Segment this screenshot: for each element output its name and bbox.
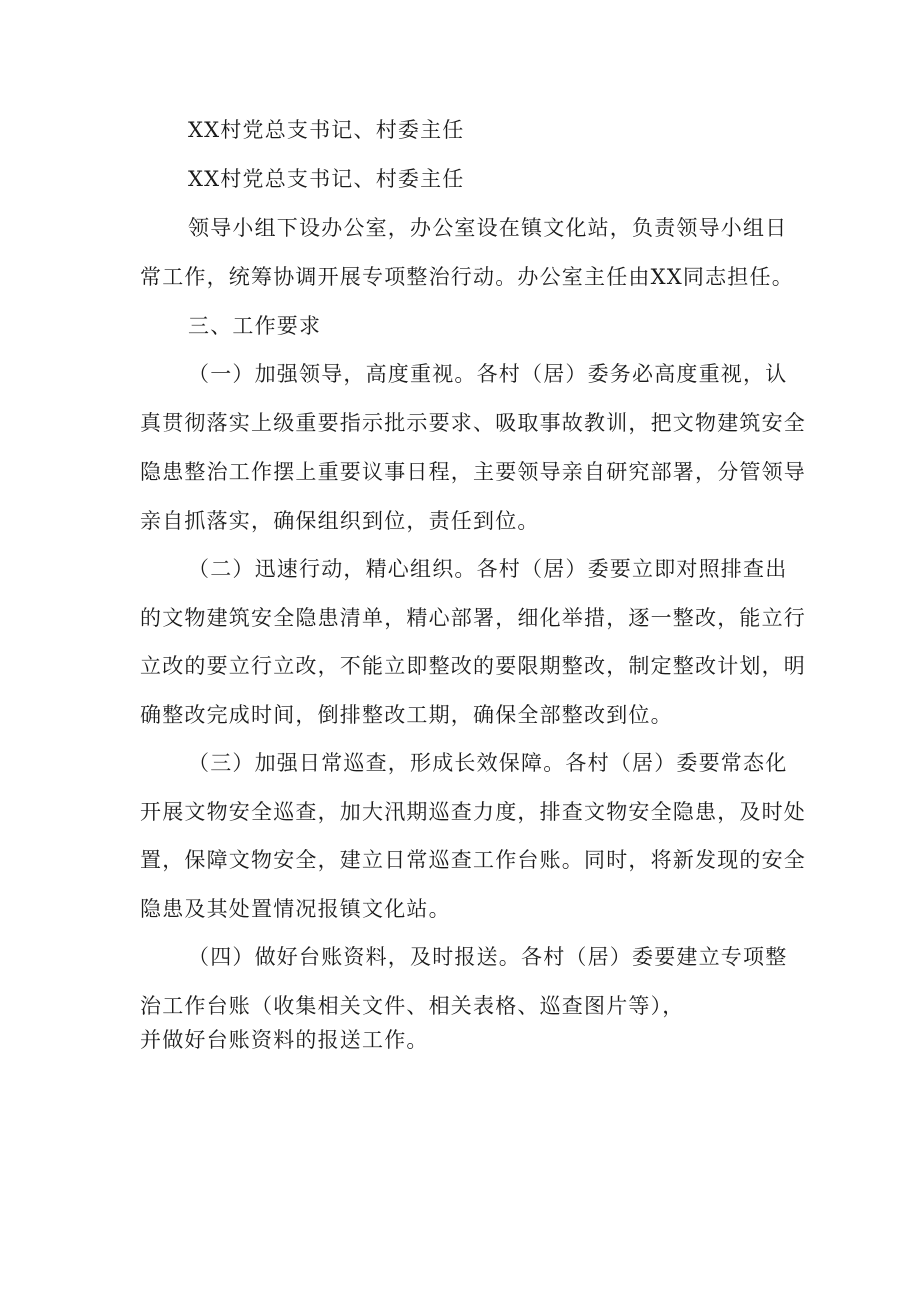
member-line-1: XX村党总支书记、村委主任 — [188, 118, 465, 142]
requirement-2-line-1: （二）迅速行动，精心组织。各村（居）委要立即对照排查出 — [188, 557, 788, 581]
member-line-2: XX村党总支书记、村委主任 — [188, 167, 465, 191]
requirement-1-line-4: 亲自抓落实，确保组织到位，责任到位。 — [140, 509, 540, 533]
requirement-2-line-4: 确整改完成时间，倒排整改工期，确保全部整改到位。 — [140, 703, 673, 727]
requirement-3-line-3: 置，保障文物安全，建立日常巡查工作台账。同时，将新发现的安全 — [140, 848, 806, 872]
requirement-1-line-2: 真贯彻落实上级重要指示批示要求、吸取事故教训，把文物建筑安全 — [140, 411, 806, 435]
requirement-3-line-1: （三）加强日常巡查，形成长效保障。各村（居）委要常态化 — [188, 751, 788, 775]
office-paragraph-line-1: 领导小组下设办公室，办公室设在镇文化站，负责领导小组日 — [188, 216, 788, 240]
requirement-2-line-2: 的文物建筑安全隐患清单，精心部署，细化举措，逐一整改，能立行 — [140, 606, 806, 630]
office-paragraph-line-2: 常工作，统筹协调开展专项整治行动。办公室主任由XX同志担任。 — [140, 265, 794, 289]
requirement-1-line-3: 隐患整治工作摆上重要议事日程，主要领导亲自研究部署，分管领导 — [140, 460, 806, 484]
requirement-2-line-3: 立改的要立行立改，不能立即整改的要限期整改，制定整改计划，明 — [140, 654, 806, 678]
requirement-1-line-1: （一）加强领导，高度重视。各村（居）委务必高度重视，认 — [188, 362, 788, 386]
requirement-4-line-2: 治工作台账（收集相关文件、相关表格、巡查图片等）， — [140, 994, 685, 1018]
requirement-4-line-1: （四）做好台账资料，及时报送。各村（居）委要建立专项整 — [188, 945, 788, 969]
requirement-4-line-3: 并做好台账资料的报送工作。 — [140, 1028, 429, 1052]
section-heading: 三、工作要求 — [188, 314, 322, 338]
requirement-3-line-4: 隐患及其处置情况报镇文化站。 — [140, 897, 451, 921]
requirement-3-line-2: 开展文物安全巡查，加大汛期巡查力度，排查文物安全隐患，及时处 — [140, 800, 806, 824]
